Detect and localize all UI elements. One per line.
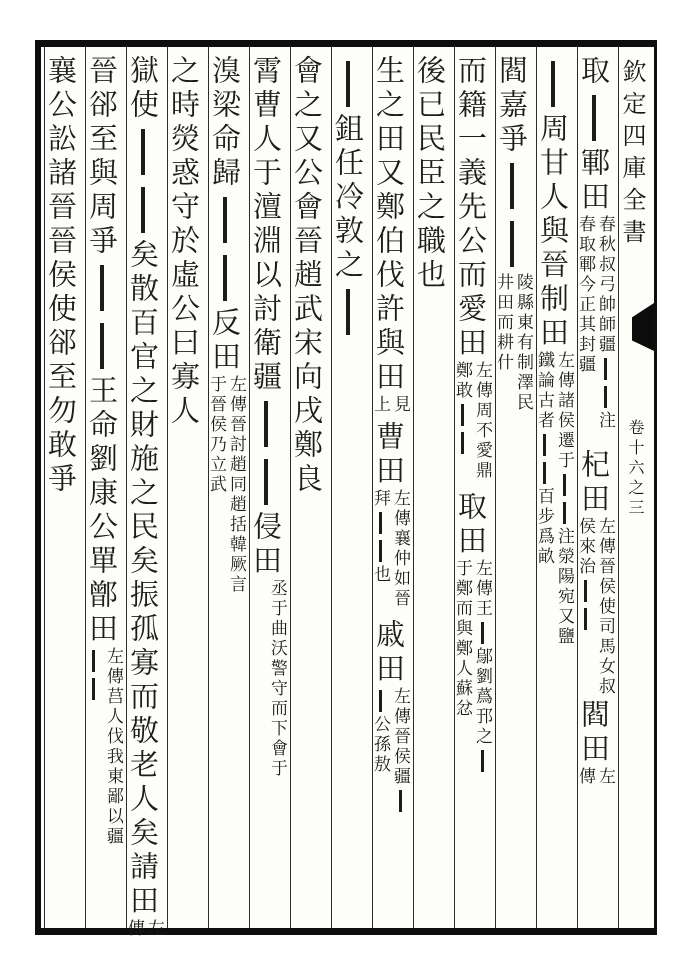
repeat-mark <box>510 163 514 209</box>
headword-or-quote-text: 周甘人與晉 <box>536 55 570 283</box>
repeat-mark <box>543 462 546 484</box>
headword-or-quote-text: 獄使矣散百官之財施之民矣振孤寡而敬老人矣 <box>126 55 160 851</box>
headword-or-quote-text: 請田 <box>126 851 160 919</box>
headword-or-quote-text: 反田 <box>208 307 242 375</box>
headword-or-quote-text: 杞田 <box>577 449 611 517</box>
repeat-mark <box>141 187 145 233</box>
headword-or-quote-text: 閻田 <box>577 699 611 767</box>
repeat-mark <box>346 61 350 107</box>
repeat-mark <box>100 265 104 311</box>
repeat-mark <box>223 255 227 301</box>
text-column-c1 <box>577 47 618 928</box>
repeat-mark <box>584 608 587 630</box>
headword-or-quote-text: 之時熒惑守於虛公曰寡人 <box>167 55 201 429</box>
headword-or-quote-text: 會之又公會晉趙武宋向戌鄭良 <box>290 55 324 497</box>
repeat-mark <box>399 790 402 812</box>
headword-or-quote-text: 生之田又鄭伯伐許 <box>372 55 406 327</box>
text-column-c6 <box>372 47 413 928</box>
repeat-mark <box>264 401 268 447</box>
citation-small-text: 丞于曲沃警守而下會于 <box>267 579 287 779</box>
repeat-mark <box>604 358 607 380</box>
citation-small-text: 左傳晉討趙同趙括韓厥言于晉侯乃立武 <box>206 375 246 595</box>
citation-small-text: 左傳 <box>124 919 164 939</box>
repeat-mark <box>346 289 350 335</box>
headword-or-quote-text: 鄫田 <box>85 579 119 647</box>
repeat-mark <box>563 474 566 496</box>
citation-small-text: 春秋叔弓帥師疆注春取鄆今正其封疆 <box>575 215 615 431</box>
repeat-mark <box>100 323 104 369</box>
text-column-c13 <box>85 47 126 928</box>
text-column-c8 <box>290 47 331 928</box>
citation-small-text: 見上 <box>370 395 410 415</box>
headword-or-quote-text: 制田 <box>536 283 570 351</box>
text-column-c3 <box>495 47 536 928</box>
text-column-c11 <box>167 47 208 928</box>
text-column-c2 <box>536 47 577 928</box>
repeat-mark <box>592 95 596 141</box>
repeat-mark <box>264 459 268 505</box>
repeat-mark <box>510 221 514 267</box>
edge-tab-marker <box>632 303 654 351</box>
book-title: 欽定四庫全書 <box>618 59 646 251</box>
headword-or-quote-text: 晉郤至與周爭王命劉康公單 <box>85 55 119 579</box>
repeat-mark <box>92 650 95 672</box>
text-column-c9 <box>249 47 290 928</box>
repeat-mark <box>584 580 587 602</box>
citation-small-text: 左傳襄仲如晉拜也 <box>370 489 410 609</box>
text-column-c14 <box>44 47 85 928</box>
headword-or-quote-text: 溴梁命歸 <box>208 55 242 307</box>
repeat-mark <box>461 432 464 454</box>
headword-or-quote-text: 鄆田 <box>577 147 611 215</box>
citation-small-text: 左傳晉侯使司馬女叔侯來治 <box>575 517 615 697</box>
repeat-mark <box>543 434 546 456</box>
headword-or-quote-text: 閻嘉爭 <box>495 55 529 273</box>
repeat-mark <box>223 197 227 243</box>
repeat-mark <box>379 690 382 712</box>
headword-or-quote-text: 與田 <box>372 327 406 395</box>
citation-small-text: 左傳周不愛鼎鄭敢 <box>452 361 492 481</box>
headword-or-quote-text: 襄公訟諸晉晉侯使郤至勿敢爭 <box>44 55 78 497</box>
citation-small-text: 左傳諸侯遷于注滎陽宛又鹽鐵論古者百步爲畝 <box>534 351 574 647</box>
citation-small-text: 左傳晉侯疆公孫敖 <box>370 687 410 817</box>
text-column-c12 <box>124 47 167 939</box>
repeat-mark <box>604 386 607 408</box>
headword-or-quote-text: 侵田 <box>249 511 283 579</box>
headword-or-quote-text: 霄曹人于澶淵以討衛疆 <box>249 55 283 511</box>
repeat-mark <box>481 622 484 644</box>
headword-or-quote-text: 而籍一義先公而 <box>454 55 488 293</box>
citation-small-text: 左傳莒人伐我東鄙以疆 <box>83 647 123 855</box>
citation-small-text: 陵縣東有制澤民井田而耕什 <box>493 273 533 413</box>
repeat-mark <box>481 750 484 772</box>
headword-or-quote-text: 鉏任冷敦之 <box>331 55 365 341</box>
text-column-c10 <box>208 47 249 928</box>
repeat-mark <box>379 540 382 562</box>
headword-or-quote-text: 取田 <box>454 491 488 559</box>
repeat-mark <box>92 678 95 700</box>
headword-or-quote-text: 戚田 <box>372 619 406 687</box>
text-area <box>41 47 654 939</box>
repeat-mark <box>551 61 555 107</box>
citation-small-text: 左傳王鄔劉蔿邘之于鄭而與鄭人蘇忿 <box>452 559 492 793</box>
headword-or-quote-text: 曹田 <box>372 421 406 489</box>
text-column-c4 <box>454 47 495 928</box>
title-column <box>618 47 654 928</box>
repeat-mark <box>563 502 566 524</box>
repeat-mark <box>461 404 464 426</box>
page-frame <box>35 40 657 939</box>
repeat-mark <box>141 129 145 175</box>
citation-small-text: 左傳 <box>575 767 615 787</box>
headword-or-quote-text: 後已民臣之職也 <box>413 55 447 293</box>
volume-label: 卷十六之三 <box>626 419 645 519</box>
headword-or-quote-text: 取 <box>577 55 611 147</box>
repeat-mark <box>379 512 382 534</box>
text-column-c7 <box>331 47 372 928</box>
headword-or-quote-text: 愛田 <box>454 293 488 361</box>
text-column-c5 <box>413 47 454 928</box>
